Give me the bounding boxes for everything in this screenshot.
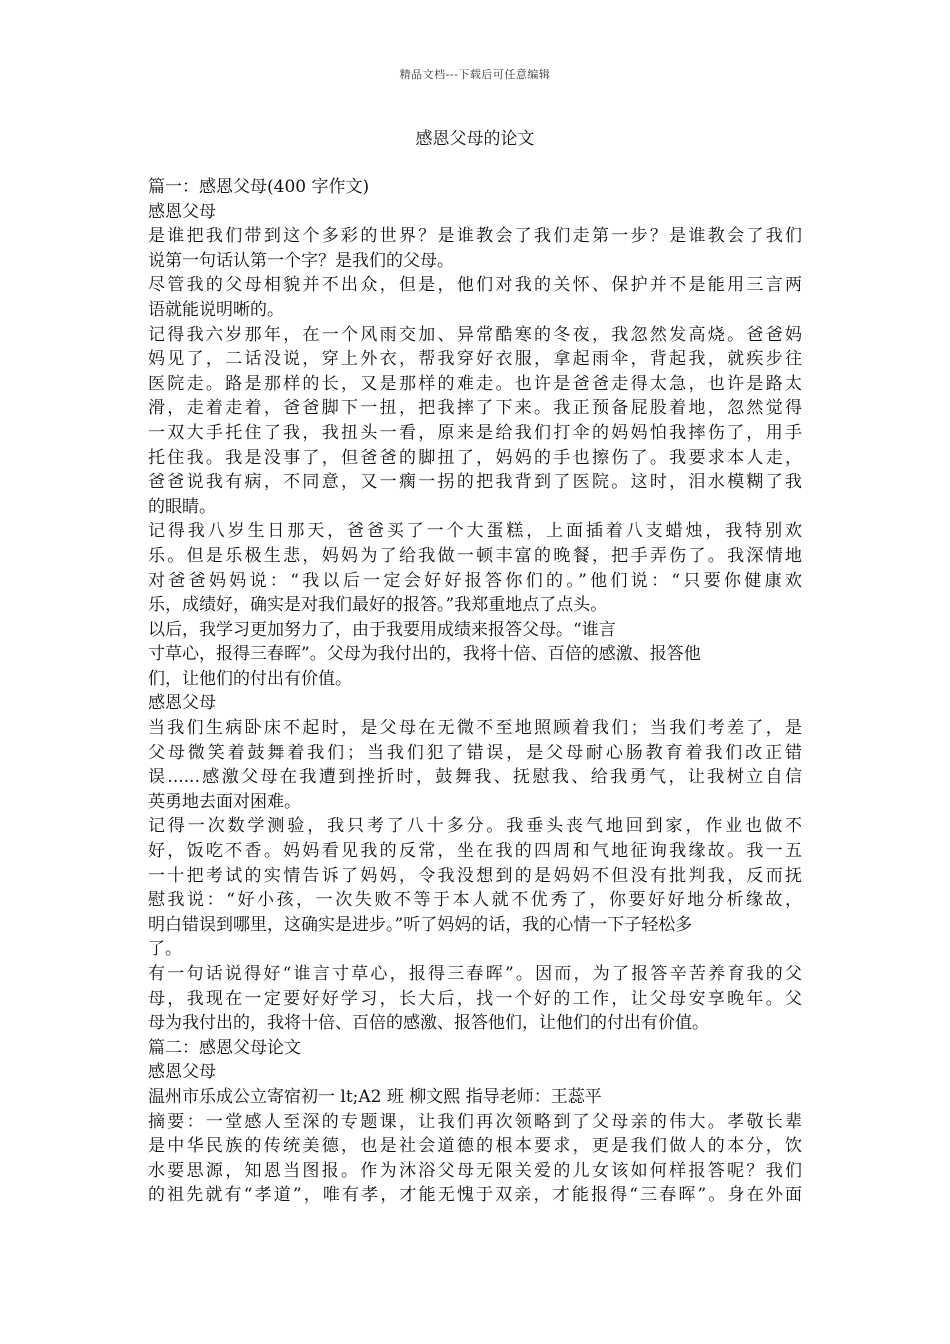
- text-line: 寸草心，报得三春晖”。父母为我付出的，我将十倍、百倍的感激、报答他: [148, 644, 701, 665]
- document-title: 感恩父母的论文: [415, 129, 535, 149]
- text-line: 慰我说：“好小孩，一次失败不等于本人就不优秀了，你要好好地分析缘故，: [148, 890, 802, 911]
- text-line: 好，饭吃不香。妈妈看见我的反常，坐在我的四周和气地征询我缘故。我一五: [148, 841, 802, 862]
- text-line: 乐，成绩好，确实是对我们最好的报答。”我郑重地点了点头。: [148, 595, 608, 616]
- text-line: 尽管我的父母相貌并不出众，但是，他们对我的关怀、保护并不是能用三言两: [148, 275, 802, 296]
- text-line: 水要思源，知恩当图报。作为沐浴父母无限关爱的儿女该如何样报答呢？我们: [148, 1160, 802, 1181]
- text-line: 摘要：一堂感人至深的专题课，让我们再次领略到了父母亲的伟大。孝敬长辈: [148, 1111, 802, 1132]
- text-line: 感恩父母: [148, 201, 216, 222]
- text-line: 对爸爸妈妈说：“我以后一定会好好报答你们的。”他们说：“只要你健康欢: [148, 570, 802, 591]
- text-line: 滑，走着走着，爸爸脚下一扭，把我摔了下来。我正预备屁股着地，忽然觉得: [148, 398, 802, 419]
- text-line: 了。: [148, 939, 182, 960]
- text-line: 有一句话说得好“谁言寸草心，报得三春晖”。因而，为了报答辛苦养育我的父: [148, 964, 802, 984]
- text-line: 是谁把我们带到这个多彩的世界？是谁教会了我们走第一步？是谁教会了我们: [148, 226, 802, 247]
- text-line: 篇二：感恩父母论文: [148, 1037, 301, 1058]
- text-line: 母，我现在一定要好好学习，长大后，找一个好的工作，让父母安享晚年。父: [148, 988, 802, 1009]
- text-line: 感恩父母: [148, 693, 216, 714]
- text-line: 温州市乐成公立寄宿初一 lt;A2 班 柳文熙 指导老师：王蕊平: [148, 1086, 602, 1107]
- text-line: 是中华民族的传统美德，也是社会道德的根本要求，更是我们做人的本分，饮: [148, 1136, 802, 1157]
- text-line: 篇一：感恩父母(400 字作文): [148, 177, 370, 197]
- text-line: 母为我付出的，我将十倍、百倍的感激、报答他们，让他们的付出有价值。: [148, 1013, 709, 1034]
- text-line: 托住我。我是没事了，但爸爸的脚扭了，妈妈的手也擦伤了。我要求本人走，: [148, 447, 802, 468]
- text-line: 明白错误到哪里，这确实是进步。”听了妈妈的话，我的心情一下子轻松多: [148, 914, 693, 935]
- text-line: 们，让他们的付出有价值。: [148, 668, 352, 689]
- text-line: 记得我八岁生日那天，爸爸买了一个大蛋糕，上面插着八支蜡烛，我特别欢: [148, 521, 802, 542]
- text-line: 乐。但是乐极生悲，妈妈为了给我做一顿丰富的晚餐，把手弄伤了。我深情地: [148, 545, 802, 566]
- text-line: 记得一次数学测验，我只考了八十多分。我垂头丧气地回到家，作业也做不: [148, 816, 802, 837]
- text-line: 一十把考试的实情告诉了妈妈，令我没想到的是妈妈不但没有批判我，反而抚: [148, 865, 802, 886]
- text-line: 医院走。路是那样的长，又是那样的难走。也许是爸爸走得太急，也许是路太: [148, 373, 802, 394]
- text-line: 的祖先就有“孝道”，唯有孝，才能无愧于双亲，才能报得“三春晖”。身在外面: [148, 1185, 802, 1206]
- text-line: 父母微笑着鼓舞着我们；当我们犯了错误，是父母耐心肠教育着我们改正错: [148, 742, 802, 763]
- text-line: 以后，我学习更加努力了，由于我要用成绩来报答父母。“谁言: [148, 619, 616, 640]
- text-line: 当我们生病卧床不起时，是父母在无微不至地照顾着我们；当我们考差了，是: [148, 718, 802, 739]
- text-line: 感恩父母: [148, 1062, 216, 1083]
- text-line: 英勇地去面对困难。: [148, 791, 301, 812]
- text-line: 说第一句话认第一个字？是我们的父母。: [148, 250, 454, 271]
- page-header: 精品文档---下载后可任意编辑: [399, 68, 551, 81]
- document-body: [148, 175, 802, 1208]
- text-line: 语就能说明晰的。: [148, 299, 284, 320]
- text-line: 误......感激父母在我遭到挫折时，鼓舞我、抚慰我、给我勇气，让我树立自信: [148, 767, 802, 788]
- text-line: 记得我六岁那年，在一个风雨交加、异常酷寒的冬夜，我忽然发高烧。爸爸妈: [148, 324, 802, 345]
- text-line: 爸爸说我有病，不同意，又一瘸一拐的把我背到了医院。这时，泪水模糊了我: [148, 472, 802, 493]
- text-line: 的眼睛。: [148, 496, 216, 517]
- text-line: 一双大手托住了我，我扭头一看，原来是给我们打伞的妈妈怕我摔伤了，用手: [148, 422, 802, 443]
- text-line: 妈见了，二话没说，穿上外衣，帮我穿好衣服，拿起雨伞，背起我，就疾步往: [148, 349, 802, 370]
